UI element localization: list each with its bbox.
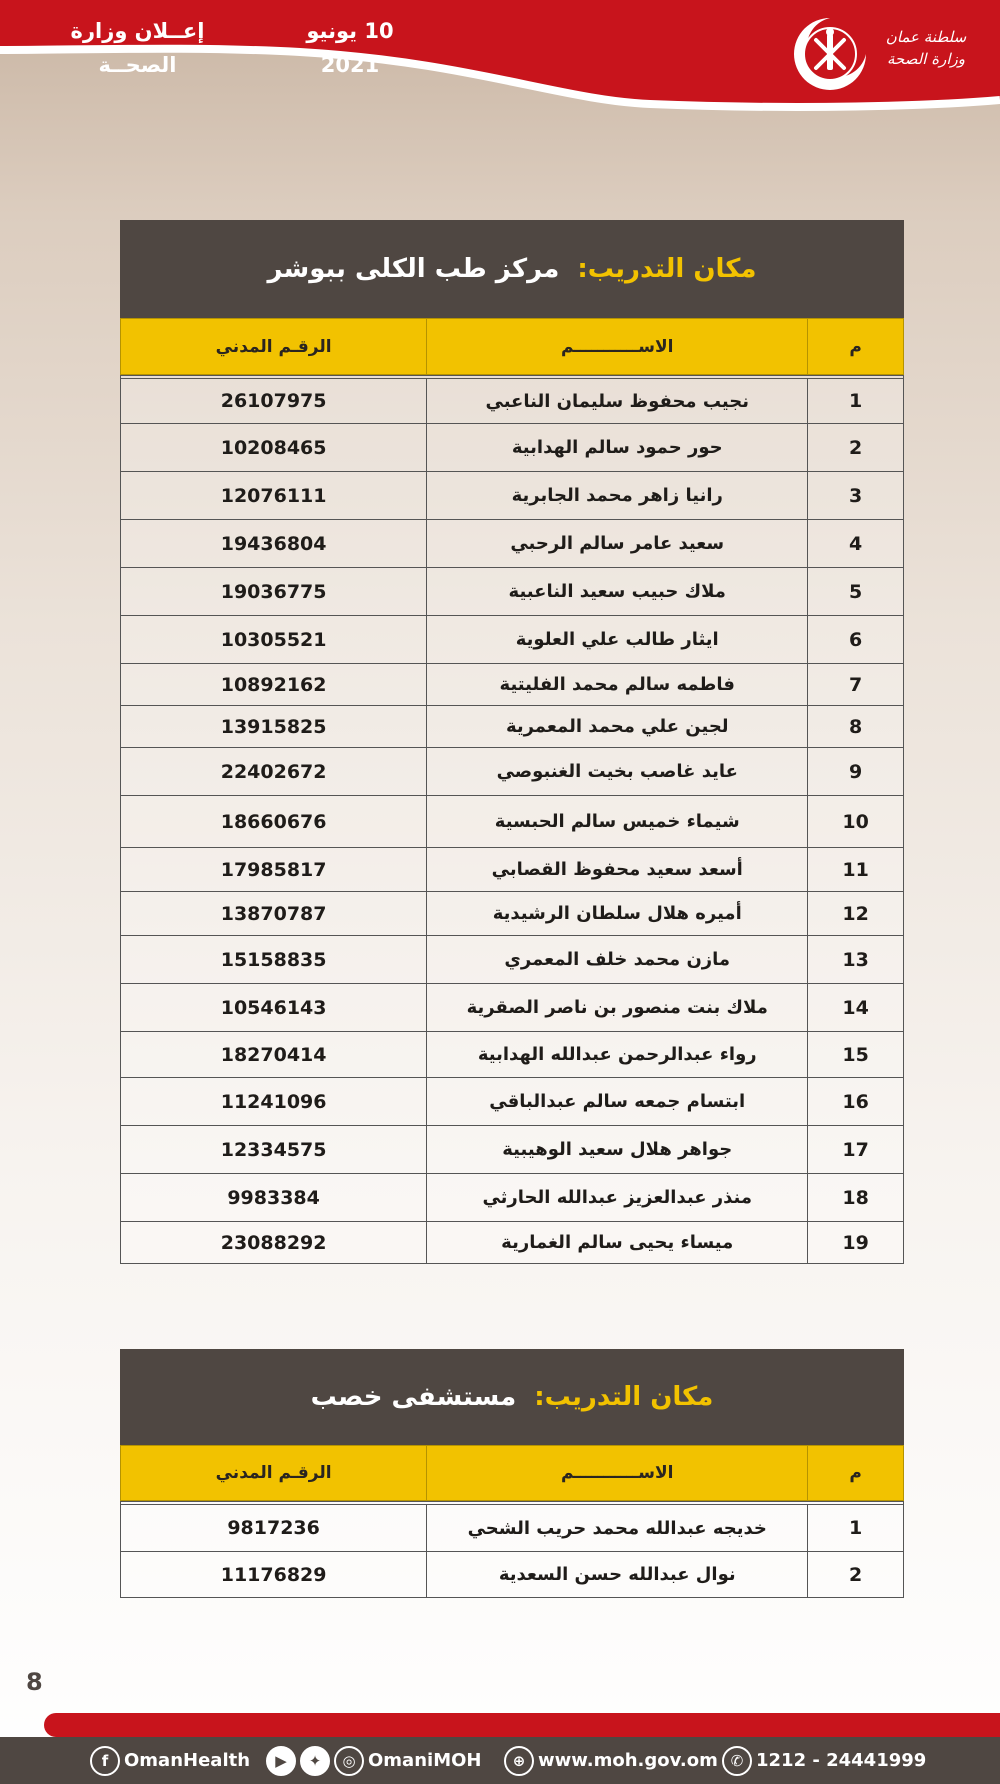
- ministry-emblem-icon: [790, 14, 870, 94]
- trainee-name: سعيد عامر سالم الرحبي: [426, 520, 807, 567]
- table-row: [121, 423, 903, 471]
- trainee-name: أسعد سعيد محفوظ القصابي: [426, 848, 807, 891]
- table-row: [121, 847, 903, 891]
- trainee-name: جواهر هلال سعيد الوهيبية: [426, 1126, 807, 1173]
- row-number: 1: [807, 379, 903, 423]
- row-number: 3: [807, 472, 903, 519]
- trainee-name: خديجه عبدالله محمد حريب الشحي: [426, 1505, 807, 1551]
- row-number: 8: [807, 706, 903, 747]
- civil-id: 10305521: [220, 628, 327, 651]
- table-header: [120, 1445, 904, 1501]
- trainee-name: نجيب محفوظ سليمان الناعبي: [426, 379, 807, 423]
- table-row: [121, 891, 903, 935]
- row-number: 17: [807, 1126, 903, 1173]
- training-place-name: مستشفى خصب: [310, 1382, 517, 1412]
- table-row: [121, 1221, 903, 1263]
- trainee-name: حور حمود سالم الهدابية: [426, 424, 807, 471]
- civil-id: 11176829: [220, 1563, 327, 1586]
- table-body: [120, 1501, 904, 1598]
- civil-id: 12334575: [220, 1138, 327, 1161]
- training-place-label: مكان التدريب:: [577, 254, 757, 284]
- row-number: 10: [807, 796, 903, 847]
- facebook-icon: f: [90, 1746, 120, 1776]
- trainee-name: ايثار طالب علي العلوية: [426, 616, 807, 663]
- instagram-icon: ◎: [334, 1746, 364, 1776]
- column-header-name: الاســـــــــــم: [426, 1446, 807, 1500]
- trainee-name: ابتسام جمعه سالم عبدالباقي: [426, 1078, 807, 1125]
- trainee-name: ملاك حبيب سعيد الناعبية: [426, 568, 807, 615]
- page-footer: [0, 1737, 1000, 1784]
- civil-id: 17985817: [220, 858, 327, 881]
- training-table-bawshar: [120, 220, 904, 1264]
- row-number: 11: [807, 848, 903, 891]
- trainee-name: لجين علي محمد المعمرية: [426, 706, 807, 747]
- social-handle: OmaniMOH: [368, 1750, 482, 1771]
- table-body: [120, 375, 904, 1264]
- table-header: [120, 318, 904, 375]
- table-row: [121, 1551, 903, 1597]
- trainee-name: رواء عبدالرحمن عبدالله الهدابية: [426, 1032, 807, 1077]
- table-row: [121, 747, 903, 795]
- civil-id: 10208465: [220, 436, 327, 459]
- training-place-name: مركز طب الكلى ببوشر: [267, 254, 560, 284]
- civil-id: 13915825: [220, 715, 327, 738]
- trainee-name: ميساء يحيى سالم الغمارية: [426, 1222, 807, 1263]
- row-number: 9: [807, 748, 903, 795]
- footer-social[interactable]: [266, 1737, 481, 1784]
- civil-id: 19436804: [220, 532, 327, 555]
- section-title: [120, 220, 904, 318]
- row-number: 19: [807, 1222, 903, 1263]
- civil-id: 10892162: [220, 673, 327, 696]
- phone-number: 1212 - 24441999: [756, 1750, 927, 1771]
- trainee-name: عايد غاصب بخيت الغنبوصي: [426, 748, 807, 795]
- civil-id: 10546143: [220, 996, 327, 1019]
- trainee-name: فاطمه سالم محمد الفليتية: [426, 664, 807, 705]
- facebook-handle: OmanHealth: [124, 1750, 251, 1771]
- trainee-name: نوال عبدالله حسن السعدية: [426, 1552, 807, 1597]
- table-row: [121, 935, 903, 983]
- civil-id: 15158835: [220, 948, 327, 971]
- civil-id: 11241096: [220, 1090, 327, 1113]
- trainee-name: شيماء خميس سالم الحبسية: [426, 796, 807, 847]
- youtube-icon: ▶: [266, 1746, 296, 1776]
- civil-id: 22402672: [220, 760, 327, 783]
- ministry-name: [862, 26, 990, 86]
- page-header: [0, 0, 1000, 115]
- trainee-name: مازن محمد خلف المعمري: [426, 936, 807, 983]
- ministry-name-line2: وزارة الصحة: [887, 50, 965, 68]
- table-row: [121, 519, 903, 567]
- trainee-name: أميره هلال سلطان الرشيدية: [426, 892, 807, 935]
- civil-id: 18660676: [220, 810, 327, 833]
- civil-id: 26107975: [220, 390, 327, 412]
- row-number: 1: [807, 1505, 903, 1551]
- column-header-civil-id: الرقـم المدني: [215, 336, 332, 357]
- table-row: [121, 1125, 903, 1173]
- row-number: 2: [807, 1552, 903, 1597]
- row-number: 6: [807, 616, 903, 663]
- website-url: www.moh.gov.om: [538, 1750, 718, 1771]
- column-header-number: م: [807, 319, 903, 374]
- table-row: [121, 705, 903, 747]
- column-header-civil-id: الرقـم المدني: [215, 1463, 332, 1483]
- table-row: [121, 567, 903, 615]
- trainee-name: رانيا زاهر محمد الجابرية: [426, 472, 807, 519]
- footer-phone[interactable]: [722, 1737, 926, 1784]
- footer-website[interactable]: [504, 1737, 718, 1784]
- table-row: [121, 663, 903, 705]
- announcement-title: إعــلان وزارة الصحــة: [70, 19, 205, 77]
- phone-icon: ✆: [722, 1746, 752, 1776]
- civil-id: 9983384: [227, 1186, 320, 1209]
- announcement-date: 10 يونيو 2021: [306, 19, 394, 77]
- column-header-number: م: [807, 1446, 903, 1500]
- civil-id: 13870787: [220, 902, 327, 925]
- civil-id: 23088292: [220, 1231, 327, 1254]
- footer-accent-bar: [44, 1713, 1000, 1737]
- row-number: 15: [807, 1032, 903, 1077]
- row-number: 4: [807, 520, 903, 567]
- trainee-name: ملاك بنت منصور بن ناصر الصقرية: [426, 984, 807, 1031]
- table-row: [121, 1501, 903, 1551]
- training-place-label: مكان التدريب:: [534, 1382, 714, 1412]
- row-number: 7: [807, 664, 903, 705]
- table-row: [121, 1031, 903, 1077]
- twitter-icon: ✦: [300, 1746, 330, 1776]
- civil-id: 12076111: [220, 484, 327, 507]
- table-row: [121, 795, 903, 847]
- ministry-name-line1: سلطنة عمان: [885, 28, 967, 46]
- training-table-khasab: [120, 1349, 904, 1598]
- section-title: [120, 1349, 904, 1445]
- trainee-name: منذر عبدالعزيز عبدالله الحارثي: [426, 1174, 807, 1221]
- table-row: [121, 1173, 903, 1221]
- civil-id: 19036775: [220, 580, 327, 603]
- page-number: 8: [26, 1668, 43, 1696]
- row-number: 12: [807, 892, 903, 935]
- table-row: [121, 471, 903, 519]
- civil-id: 9817236: [227, 1517, 320, 1539]
- row-number: 14: [807, 984, 903, 1031]
- table-row: [121, 615, 903, 663]
- table-row: [121, 983, 903, 1031]
- row-number: 2: [807, 424, 903, 471]
- civil-id: 18270414: [220, 1043, 327, 1066]
- globe-icon: ⊕: [504, 1746, 534, 1776]
- footer-facebook[interactable]: [90, 1737, 250, 1784]
- row-number: 18: [807, 1174, 903, 1221]
- row-number: 13: [807, 936, 903, 983]
- row-number: 5: [807, 568, 903, 615]
- row-number: 16: [807, 1078, 903, 1125]
- table-row: [121, 1077, 903, 1125]
- table-row: [121, 375, 903, 423]
- column-header-name: الاســـــــــــم: [426, 319, 807, 374]
